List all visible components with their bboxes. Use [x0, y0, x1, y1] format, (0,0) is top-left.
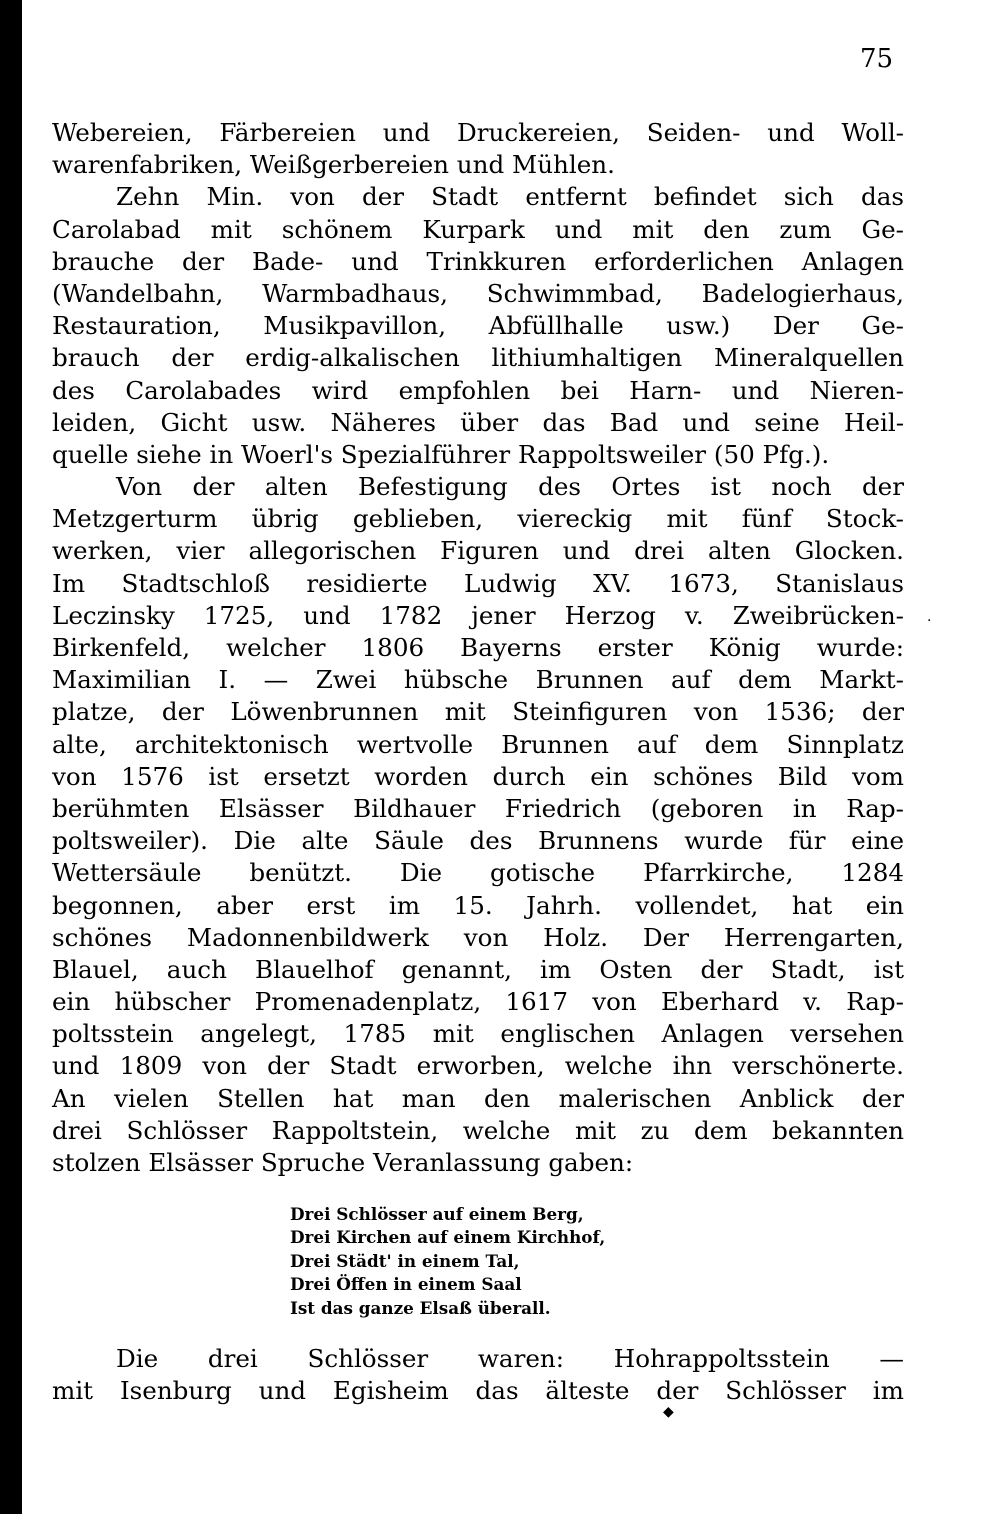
text-line: Die drei Schlösser waren: Hohrappoltsstein —: [116, 1344, 904, 1373]
verse-line: Ist das ganze Elsaß überall.: [290, 1297, 551, 1318]
text-line: ein hübscher Promenadenplatz, 1617 von Eberhard v. Rap-: [52, 987, 904, 1017]
text-line: Birkenfeld, welcher 1806 Bayerns erster König wurde:: [52, 633, 904, 662]
text-line: begonnen, aber erst im 15. Jahrh. vollendet, hat ein: [52, 890, 904, 920]
text-line: von 1576 ist ersetzt worden durch ein schönes Bild vom: [52, 761, 904, 791]
closing-paragraph: [52, 1343, 904, 1407]
verse-line: Drei Öffen in einem Saal: [290, 1274, 522, 1295]
main-paragraphs: [52, 117, 904, 1179]
verse-line: Drei Schlösser auf einem Berg,: [290, 1204, 584, 1224]
text-line: quelle siehe in Woerl's Spezialführer Rappoltsweiler (50 Pfg.).: [52, 439, 830, 469]
text-line: poltsweiler). Die alte Säule des Brunnens wurde für eine: [52, 826, 904, 856]
text-line: Metzgerturm übrig geblieben, viereckig mit fünf Stock-: [52, 504, 904, 534]
text-line: Restauration, Musikpavillon, Abfüllhalle usw.) Der Ge-: [52, 311, 904, 341]
text-line: mit Isenburg und Egisheim das älteste der Schlösser im: [52, 1376, 904, 1406]
text-line: (Wandelbahn, Warmbadhaus, Schwimmbad, Badelogierhaus,: [52, 278, 904, 308]
text-line: brauche der Bade- und Trinkkuren erforderlichen Anlagen: [52, 246, 904, 276]
text-line: drei Schlösser Rappoltstein, welche mit zu dem bekannten: [52, 1115, 904, 1145]
text-line: Wettersäule benützt. Die gotische Pfarrkirche, 1284: [52, 858, 904, 888]
margin-dot-mark: ·: [927, 613, 932, 629]
text-line: Carolabad mit schönem Kurpark und mit den zum Ge-: [52, 214, 904, 244]
text-line: berühmten Elsässer Bildhauer Friedrich (geboren in Rap-: [52, 793, 904, 823]
text-line: warenfabriken, Weißgerbereien und Mühlen.: [52, 150, 615, 180]
verse-line: Drei Städt' in einem Tal,: [290, 1250, 520, 1271]
text-line: Maximilian I. — Zwei hübsche Brunnen auf dem Markt-: [52, 665, 904, 695]
text-line: Von der alten Befestigung des Ortes ist noch der: [116, 472, 904, 502]
text-line: An vielen Stellen hat man den malerischen Anblick der: [52, 1083, 904, 1113]
text-line: leiden, Gicht usw. Näheres über das Bad und seine Heil-: [52, 407, 904, 437]
binding-edge: [0, 0, 22, 1514]
text-line: Im Stadtschloß residierte Ludwig XV. 1673, Stanislaus: [52, 568, 904, 598]
text-line: poltsstein angelegt, 1785 mit englischen Anlagen versehen: [52, 1019, 904, 1049]
text-line: schönes Madonnenbildwerk von Holz. Der Herrengarten,: [52, 922, 904, 952]
text-line: platze, der Löwenbrunnen mit Steinfiguren von 1536; der: [52, 697, 904, 727]
text-line: stolzen Elsässer Spruche Veranlassung gaben:: [52, 1148, 634, 1177]
page-number: 75: [860, 44, 894, 74]
verse-quote: [290, 1203, 750, 1320]
verse-line: Drei Kirchen auf einem Kirchhof,: [290, 1227, 606, 1248]
text-line: brauch der erdig-alkalischen lithiumhaltigen Mineralquellen: [52, 343, 904, 373]
text-line: Blauel, auch Blauelhof genannt, im Osten der Stadt, ist: [52, 954, 904, 984]
text-line: alte, architektonisch wertvolle Brunnen auf dem Sinnplatz: [52, 729, 904, 759]
bottom-ornament-mark: ◆: [663, 1404, 674, 1420]
text-line: werken, vier allegorischen Figuren und drei alten Glocken.: [52, 536, 904, 566]
text-line: und 1809 von der Stadt erworben, welche ihn verschönerte.: [52, 1051, 904, 1081]
text-line: des Carolabades wird empfohlen bei Harn- und Nieren-: [52, 375, 904, 405]
text-line: Zehn Min. von der Stadt entfernt befindet sich das: [116, 182, 904, 212]
text-line: Webereien, Färbereien und Druckereien, Seiden- und Woll-: [52, 118, 904, 147]
text-line: Leczinsky 1725, und 1782 jener Herzog v. Zweibrücken-: [52, 600, 904, 630]
